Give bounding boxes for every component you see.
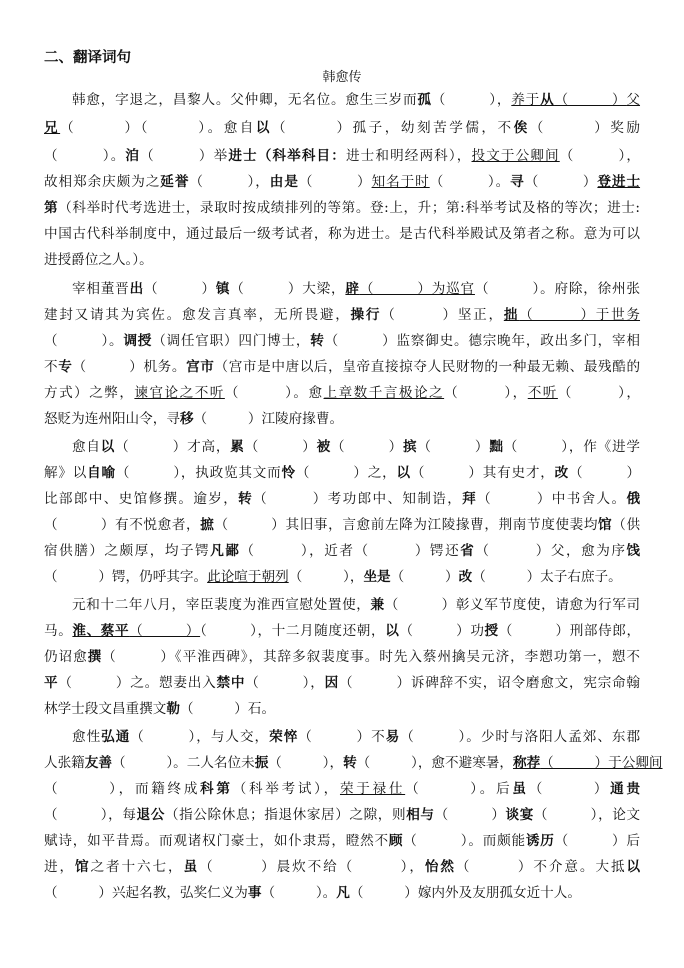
key-word: 荣悴 — [269, 729, 299, 745]
text-segment: 中国古代科举制度中，通过最后一级考试者，称为进士。是古代科举殿试及第者之称。意为可以 — [44, 226, 640, 242]
key-word: 摭 — [200, 517, 215, 533]
text-segment: （ ）嫁内外及友朋孤女近十人。 — [349, 885, 581, 901]
text-line — [44, 779, 640, 801]
key-word: 怡然 — [424, 859, 456, 875]
text-segment: （ ），作《进学 — [503, 439, 641, 455]
text-line — [44, 805, 640, 827]
text-segment: 进士和明经两科）， — [345, 148, 472, 164]
text-segment: （ ）。后 — [405, 781, 513, 797]
key-word: 馆 — [75, 859, 91, 875]
text-segment: （ ）， — [189, 174, 270, 190]
key-word: 以 — [385, 623, 400, 639]
text-segment: （ ）江陵府掾曹。 — [193, 411, 344, 427]
underlined-phrase: （ ） — [554, 92, 627, 108]
underlined-phrase: 父 — [626, 92, 641, 108]
text-segment: （调任官职）四门博士， — [152, 333, 311, 349]
text-line — [72, 595, 640, 617]
text-segment: （ ）兴起名教，弘奖仁义为 — [44, 885, 248, 901]
text-segment: 不 — [44, 359, 59, 375]
text-line — [44, 250, 640, 272]
underlined-phrase: 上章数千言极论之 — [323, 385, 445, 401]
text-segment: （ ） — [524, 174, 598, 190]
key-word: 以 — [100, 439, 116, 455]
section-heading: 二、翻译词句 — [44, 50, 131, 66]
key-word: 兼 — [370, 597, 385, 613]
text-line — [72, 727, 640, 749]
text-segment: （ ）之， — [295, 465, 397, 481]
text-line — [44, 224, 640, 246]
key-word: 调授 — [123, 333, 153, 349]
key-word: 改 — [458, 569, 473, 585]
text-segment: （ ） — [143, 281, 216, 297]
text-line — [44, 118, 640, 140]
key-word: 虽 — [183, 859, 200, 875]
underlined-phrase: （ ）于世务 — [519, 307, 641, 323]
text-line — [44, 489, 640, 511]
text-line — [44, 567, 640, 589]
text-segment: （科举时代考选进士，录取时按成绩排列的等第。登:上，升；第:科举考试及格的等次；进士: — [58, 200, 641, 216]
text-line — [44, 463, 640, 485]
key-word: 科第 — [200, 781, 233, 797]
text-segment: 愈自 — [72, 439, 101, 455]
text-line — [44, 753, 663, 775]
text-line — [72, 90, 640, 112]
text-segment: （ ），十二月随度还朝， — [200, 623, 386, 639]
key-word: 俄 — [626, 491, 641, 507]
text-line — [44, 883, 640, 905]
key-word: 宫市 — [186, 359, 215, 375]
text-segment: （ ）奖励 — [529, 120, 641, 136]
key-word: 友善 — [84, 755, 112, 771]
text-segment: 仍诏愈 — [44, 649, 88, 665]
key-word: 由是 — [269, 174, 299, 190]
key-word: 进士 — [228, 148, 258, 164]
text-segment: （科举考试）， — [232, 781, 340, 797]
key-word: 馆 — [598, 517, 613, 533]
text-segment: （ ）， — [268, 755, 344, 771]
text-segment: （ ）其旧事，言愈前左降为江陵掾曹，荆南节度使裴均 — [214, 517, 599, 533]
text-segment: （ ）（ ）。愈自 — [60, 120, 256, 136]
key-word: 平 — [44, 675, 59, 691]
text-segment: （ ）有不悦愈者， — [44, 517, 201, 533]
underlined-phrase: 称荐 — [512, 755, 541, 771]
text-segment: （ ）。府除，徐州张 — [474, 281, 641, 297]
key-word: 禁中 — [216, 675, 246, 691]
key-word: 出 — [129, 281, 144, 297]
underlined-phrase: 养于 — [511, 92, 541, 108]
text-line — [44, 857, 640, 879]
text-segment: 故相郑余庆颇为之 — [44, 174, 161, 190]
text-segment: 马。 — [44, 623, 73, 639]
underlined-phrase: 登进士 — [597, 174, 641, 190]
text-segment: （供 — [612, 517, 641, 533]
key-word: 孤 — [417, 92, 432, 108]
text-segment: （ ）， — [431, 92, 512, 108]
text-line — [44, 409, 640, 431]
key-word: 镇 — [215, 281, 231, 297]
text-segment: （ ）， — [245, 675, 325, 691]
key-word: 转 — [343, 755, 357, 771]
key-word: 撰 — [87, 649, 103, 665]
key-word: 谈宴 — [505, 807, 534, 823]
key-word: （科举科目： — [257, 148, 346, 164]
text-segment: （ ）机务。 — [72, 359, 187, 375]
key-word: 洎 — [125, 148, 141, 164]
key-word: 转 — [238, 491, 254, 507]
text-segment: 赋诗，如平昔焉。而观诸权门豪士，如仆隶焉，瞪然不 — [44, 833, 389, 849]
key-word: 改 — [554, 465, 569, 481]
key-word: 通贵 — [610, 781, 641, 797]
underlined-phrase: （ ） — [129, 623, 201, 639]
text-segment: 元和十二年八月，宰臣裴度为淮西宣慰处置使， — [72, 597, 371, 613]
key-word: 易 — [385, 729, 401, 745]
text-segment: （ ），近者（ ）锷还 — [240, 543, 461, 559]
key-word: 操行 — [350, 307, 382, 323]
key-word: 延誉 — [160, 174, 190, 190]
underlined-phrase: 知名于时 — [371, 174, 430, 190]
text-segment: （ ）， — [288, 569, 364, 585]
underlined-phrase: 此论喧于朝列 — [207, 569, 289, 585]
text-segment: （ ）。少时与洛阳人孟郊、东郡 — [400, 729, 641, 745]
text-segment: （ ），而籍终成 — [44, 781, 201, 797]
text-segment: 愈性 — [72, 729, 102, 745]
text-segment: （ ） — [331, 439, 403, 455]
text-segment: （ ）， — [559, 148, 641, 164]
key-word: 事 — [247, 885, 262, 901]
text-segment: （ ），执政览其文而 — [115, 465, 282, 481]
key-word: 黜 — [489, 439, 504, 455]
text-segment: 人张籍 — [44, 755, 85, 771]
text-segment: 进， — [44, 859, 76, 875]
text-segment: 怒贬为连州阳山令，寻 — [44, 411, 180, 427]
underlined-phrase: 不听 — [527, 385, 558, 401]
text-segment: （ ）， — [557, 385, 641, 401]
text-line — [44, 305, 640, 327]
text-segment: 解》以 — [44, 465, 88, 481]
text-line — [44, 172, 640, 194]
text-line — [44, 357, 640, 379]
text-segment: （ ） — [417, 439, 490, 455]
underlined-phrase: 淮、蔡平 — [72, 623, 130, 639]
text-segment: （ ）大梁， — [230, 281, 346, 297]
text-segment: （ ），与人交， — [130, 729, 270, 745]
text-segment: （ ） — [244, 439, 317, 455]
key-word: 因 — [324, 675, 340, 691]
underlined-phrase: 投文于公卿间 — [471, 148, 560, 164]
text-segment: （ ）父，愈为序 — [475, 543, 627, 559]
text-line — [44, 541, 640, 563]
text-segment: （ ）太子右庶子。 — [472, 569, 622, 585]
text-line — [44, 699, 640, 721]
text-line — [44, 621, 640, 643]
key-word: 弘通 — [101, 729, 131, 745]
text-segment: （ ）不 — [298, 729, 386, 745]
key-word: 授 — [484, 623, 499, 639]
key-word: 以 — [255, 120, 273, 136]
key-word: 转 — [310, 333, 325, 349]
text-line — [44, 146, 640, 168]
key-word: 专 — [58, 359, 73, 375]
text-segment: （ ） — [390, 569, 459, 585]
key-word: 凡鄙 — [210, 543, 241, 559]
text-line — [44, 383, 640, 405]
text-segment: （ ） — [568, 465, 641, 481]
underlined-phrase: 拙 — [503, 307, 520, 323]
text-segment: （ ）晨炊不给（ ）， — [199, 859, 425, 875]
text-segment: 建封又请其为宾佐。愈发言真率，无所畏避， — [44, 307, 351, 323]
text-segment: （宫市是中唐以后，皇帝直接掠夺人民财物的一种最无赖、最残酷的 — [214, 359, 641, 375]
text-line — [44, 647, 640, 669]
text-line — [72, 437, 640, 459]
text-segment: 方式）之弊， — [44, 385, 135, 401]
text-segment: （ ）才高， — [115, 439, 231, 455]
passage-title: 韩愈传 — [322, 70, 362, 85]
text-segment: （ ）考功郎中、知制诰， — [253, 491, 463, 507]
key-word: 移 — [179, 411, 194, 427]
text-segment: （ ）举 — [140, 148, 229, 164]
text-segment: （ ） — [434, 807, 506, 823]
text-segment: （ ）之。愬妻出入 — [58, 675, 217, 691]
underlined-phrase: 从 — [540, 92, 555, 108]
key-word: 相与 — [406, 807, 435, 823]
underlined-phrase: 辟 — [345, 281, 360, 297]
text-segment: （ ）《平淮西碑》，其辞多叙裴度事。时先入蔡州擒吴元济，李愬功第一，愬不 — [102, 649, 641, 665]
underlined-phrase: 谏官论之不听 — [134, 385, 225, 401]
key-word: 第 — [44, 200, 59, 216]
text-line — [44, 198, 640, 220]
key-word: 凡 — [336, 885, 350, 901]
key-word: 诱历 — [525, 833, 555, 849]
text-segment: （ ），愈不避寒暑， — [356, 755, 513, 771]
text-line — [44, 673, 640, 695]
key-word: 勒 — [166, 701, 180, 717]
text-segment: （ ）。 — [261, 885, 337, 901]
text-segment: 宰相董晋 — [72, 281, 130, 297]
text-line — [44, 331, 640, 353]
text-segment: （ ）不介意。大抵 — [455, 859, 627, 875]
key-word: 振 — [254, 755, 269, 771]
key-word: 被 — [316, 439, 332, 455]
key-word: 省 — [460, 543, 476, 559]
text-segment: （ ）。 — [44, 148, 126, 164]
key-word: 饯 — [626, 543, 641, 559]
text-segment: （ ）锷，仍呼其字。 — [44, 569, 208, 585]
text-segment: （ ）刑部侍郎， — [498, 623, 641, 639]
text-segment: （ ）。而颇能 — [403, 833, 526, 849]
text-segment: （指公除休息；指退休家居）之隙，则 — [164, 807, 407, 823]
key-word: 虽 — [512, 781, 529, 797]
text-segment: （ ）功 — [399, 623, 485, 639]
text-segment: （ ）。 — [44, 333, 124, 349]
text-segment: （ ）监察御史。德宗晚年，政出多门，宰相 — [324, 333, 641, 349]
text-segment: （ ），论文 — [533, 807, 641, 823]
text-segment: （ ）中书舍人。 — [477, 491, 627, 507]
text-line — [72, 279, 640, 301]
text-segment: （ ）其有史才， — [410, 465, 555, 481]
text-segment: （ ）， — [444, 385, 528, 401]
underlined-phrase: 兄 — [44, 120, 61, 136]
text-segment: （ ）。愈 — [224, 385, 324, 401]
text-segment: （ ） — [298, 174, 372, 190]
text-segment: （ ）石。 — [179, 701, 276, 717]
key-word: 坐是 — [363, 569, 391, 585]
text-segment: 比部郎中、史馆修撰。逾岁， — [44, 491, 239, 507]
key-word: 俟 — [513, 120, 530, 136]
text-line — [44, 515, 640, 537]
text-segment: （ ）孤子，幼刻苦学儒，不 — [272, 120, 514, 136]
text-segment: （ ）。二人名位未 — [111, 755, 255, 771]
text-segment: （ ）后 — [554, 833, 641, 849]
text-segment: （ ）坚正， — [381, 307, 504, 323]
text-segment: （ ）诉碑辞不实，诏令磨愈文，宪宗命翰 — [339, 675, 641, 691]
underlined-phrase: （ ）为巡官 — [359, 281, 475, 297]
key-word: 怜 — [281, 465, 296, 481]
text-segment: 进授爵位之人。）。 — [44, 252, 153, 268]
text-segment: （ ） — [528, 781, 611, 797]
underlined-phrase: 荣于禄仕 — [339, 781, 406, 797]
underlined-phrase: （ ）于公卿间 — [540, 755, 663, 771]
text-segment: 之者十六七， — [90, 859, 184, 875]
key-word: 自喻 — [87, 465, 116, 481]
text-segment: 宿供膳）之颇厚，均子锷 — [44, 543, 211, 559]
key-word: 寻 — [510, 174, 525, 190]
text-segment: （ ）。 — [429, 174, 511, 190]
text-segment: （ ）彰义军节度使，请愈为行军司 — [384, 597, 641, 613]
key-word: 拜 — [462, 491, 478, 507]
text-segment: 林学士段文昌重撰文 — [44, 701, 167, 717]
text-segment: 韩愈，字退之，昌黎人。父仲卿，无名位。愈生三岁而 — [72, 92, 418, 108]
text-line — [44, 831, 640, 853]
key-word: 退公 — [136, 807, 165, 823]
key-word: 累 — [230, 439, 245, 455]
key-word: 以 — [626, 859, 641, 875]
key-word: 以 — [396, 465, 411, 481]
text-segment: （ ），每 — [44, 807, 137, 823]
key-word: 摈 — [402, 439, 418, 455]
key-word: 顾 — [388, 833, 404, 849]
